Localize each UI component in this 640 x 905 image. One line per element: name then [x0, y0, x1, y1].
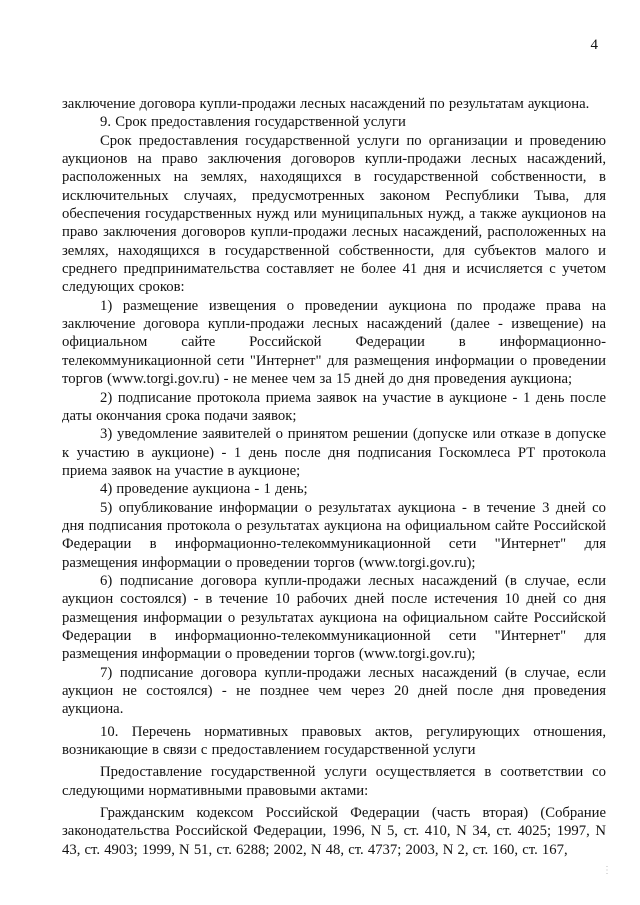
- paragraph-civil-code: Гражданским кодексом Российской Федерации (часть вторая) (Собрание законодательства Российской Федерации, 1996, N 5, ст. 410, N 34, ст. 4025; 1997, N 43, ст. 4903; 1999, N 51, ст. 6288; 2002, N 48, ст. 4737; 2003, N 2, ст. 160, ст. 167,: [62, 805, 606, 858]
- scan-edge-mark: ⋮: [602, 865, 612, 876]
- list-item-4: 4) проведение аукциона - 1 день;: [100, 481, 308, 498]
- section-heading-service-term: 9. Срок предоставления государственной услуги: [100, 114, 406, 131]
- paragraph-legal-basis: Предоставление государственной услуги осуществляется в соответствии со следующими нормативными правовыми актами:: [62, 764, 606, 799]
- list-item-2: 2) подписание протокола приема заявок на участие в аукционе - 1 день после даты окончания срока подачи заявок;: [62, 389, 606, 424]
- list-item-1: 1) размещение извещения о проведении аукциона по продаже права на заключение договора купли-продажи лесных насаждений (далее - извещение) на официальном сайте Российской Федерации в информационно-телекоммуникационной сети "Интернет" для размещения информации о проведении торгов (www.torgi.gov.ru) - не менее чем за 15 дней до дня проведения аукциона;: [62, 297, 606, 388]
- document-body: [62, 95, 606, 859]
- list-item-3: 3) уведомление заявителей о принятом решении (допуске или отказе в допуске к участию в аукционе) - 1 день после дня подписания Госкомлеса РТ протокола приема заявок на участие в аукционе;: [62, 426, 606, 479]
- section-heading-legal-acts: 10. Перечень нормативных правовых актов, регулирующих отношения, возникающие в связи с предоставлением государственной услуги: [62, 723, 606, 759]
- list-item-7: 7) подписание договора купли-продажи лесных насаждений (в случае, если аукцион не состоялся) - не позднее чем через 20 дней после дня проведения аукциона.: [62, 664, 606, 718]
- paragraph-contract-conclusion: заключение договора купли-продажи лесных насаждений по результатам аукциона.: [62, 96, 590, 112]
- list-item-6: 6) подписание договора купли-продажи лесных насаждений (в случае, если аукцион состоялся) - в течение 10 рабочих дней после истечения 10 дней со дня размещения информации о результатах аукциона на официальном сайте Российской Федерации в информационно-телекоммуникационной сети "Интернет" для размещения информации о проведении торгов (www.torgi.gov.ru);: [62, 572, 606, 663]
- paragraph-service-term: Срок предоставления государственной услуги по организации и проведению аукционов на право заключения договоров купли-продажи лесных насаждений, расположенных на землях, находящихся в государственной собственности, в исключительных случаях, предусмотренных законом Республики Тыва, для обеспечения государственных нужд или муниципальных нужд, а также аукционов на право заключения договоров купли-продажи лесных насаждений, расположенных на землях, находящихся в государственной собственности, для субъектов малого и среднего предпринимательства составляет не более 41 дня и исчисляется с учетом следующих сроков:: [62, 132, 606, 296]
- page-number: 4: [590, 37, 598, 53]
- list-item-5: 5) опубликование информации о результатах аукциона - в течение 3 дней со дня подписания протокола о результатах аукциона на официальном сайте Российской Федерации в информационно-телекоммуникационной сети "Интернет" для размещения информации о проведении торгов (www.torgi.gov.ru);: [62, 499, 606, 571]
